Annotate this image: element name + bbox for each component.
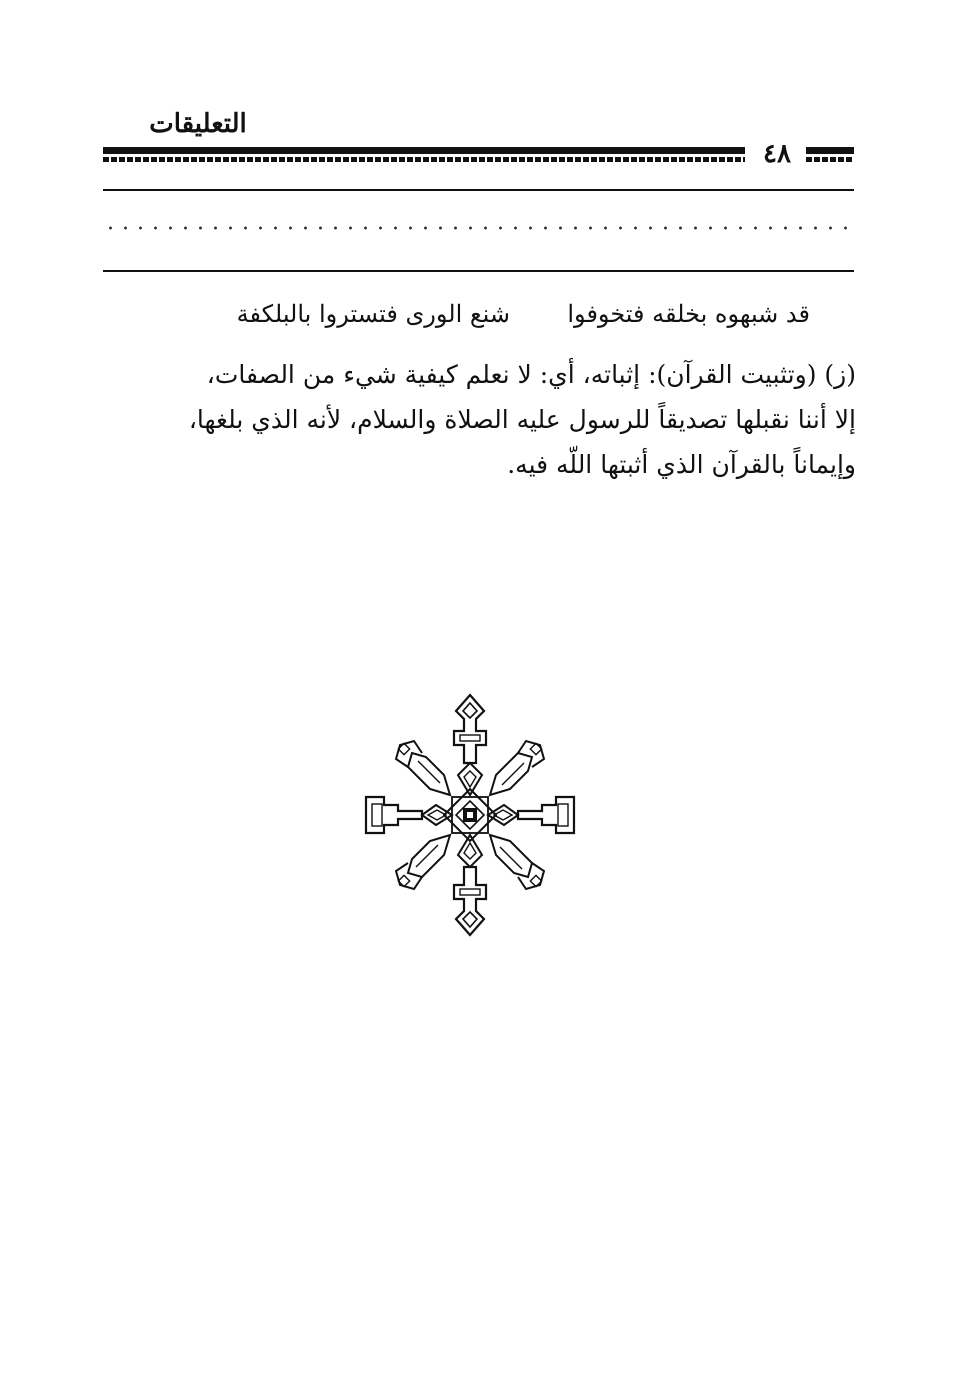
header-rule-thick	[103, 147, 745, 154]
paragraph-line: وإيماناً بالقرآن الذي أثبتها اللّه فيه.	[507, 450, 856, 479]
paragraph-line: إلا أننا نقبلها تصديقاً للرسول عليه الصلاة والسلام، لأنه الذي بلغها،	[188, 405, 856, 434]
page-number: ٤٨	[763, 139, 791, 169]
commentary-paragraph	[100, 352, 856, 487]
dotted-separator	[103, 222, 854, 234]
header-rule-hatched	[103, 157, 745, 162]
geometric-star-ornament-icon	[364, 693, 576, 937]
header-rule-short-thick	[806, 147, 854, 154]
paragraph-line: (ز) (وتثبيت القرآن): إثباته، أي: لا نعلم كيفية شيء من الصفات،	[206, 360, 856, 389]
running-header-title: التعليقات	[149, 109, 247, 139]
header-rule-short-hatched	[806, 157, 854, 162]
verse-hemistich-right: قد شبهوه بخلقه فتخوفوا	[567, 300, 810, 328]
separator-line-top	[103, 189, 854, 191]
verse-hemistich-left: شنع الورى فتستروا بالبلكفة	[236, 300, 510, 328]
separator-line-bottom	[103, 270, 854, 272]
